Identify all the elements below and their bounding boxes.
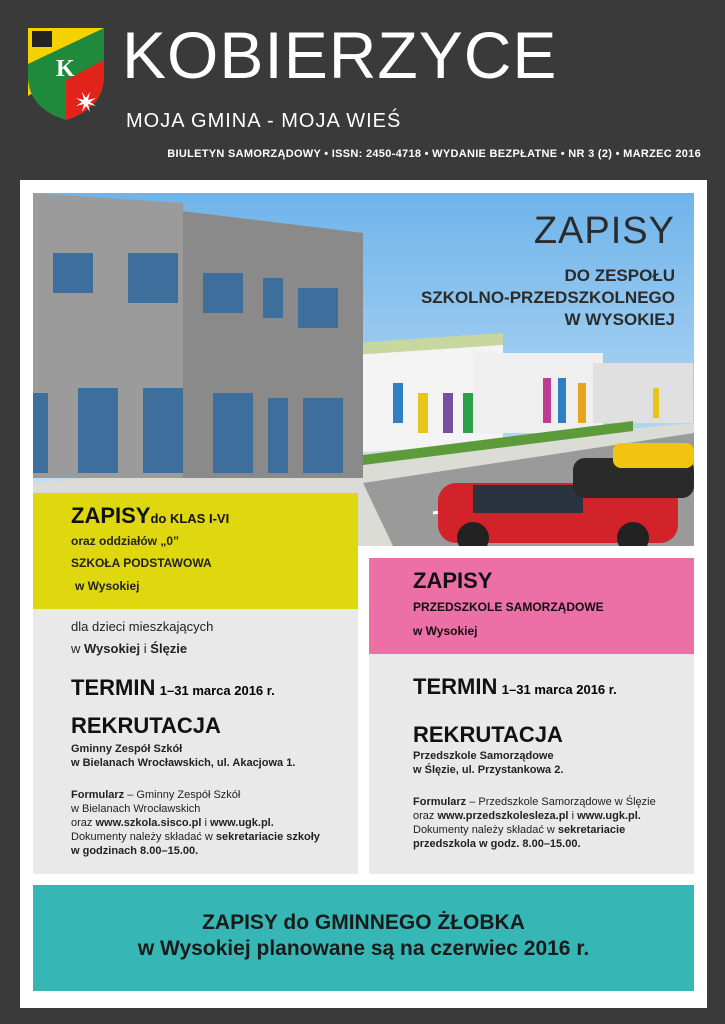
svg-text:K: K — [56, 56, 75, 82]
school-title-suffix: do KLAS I-VI — [150, 511, 230, 526]
school-rek-line-2: w Bielanach Wrocławskich, ul. Akacjowa 1. — [71, 757, 296, 769]
issue-line: BIULETYN SAMORZĄDOWY • ISSN: 2450-4718 • WYDANIE BEZPŁATNE • NR 3 (2) • MARZEC 2016 — [167, 148, 701, 160]
school-form-line-2: w Bielanach Wrocławskich — [71, 803, 201, 815]
masthead-subtitle: MOJA GMINA - MOJA WIEŚ — [126, 110, 402, 132]
hero-heading — [421, 210, 675, 331]
hero-line-2: SZKOLNO-PRZEDSZKOLNEGO — [420, 288, 675, 307]
school-header-panel — [33, 493, 358, 609]
hero-line-1: DO ZESPOŁU — [564, 266, 675, 285]
preschool-rek-line-2: w Ślęzie, ul. Przystankowa 2. — [413, 764, 564, 776]
school-rek-line-1: Gminny Zespół Szkół — [71, 743, 183, 755]
crest-icon — [26, 26, 106, 122]
preschool-title: ZAPISY — [413, 568, 493, 593]
hero-title: ZAPISY — [533, 210, 675, 252]
masthead-title: KOBIERZYCE — [122, 18, 558, 92]
nursery-line-1: ZAPISY do GMINNEGO ŻŁOBKA — [202, 911, 525, 934]
preschool-docs-line-2: przedszkola w godz. 8.00–15.00. — [413, 838, 581, 850]
school-form-line-1: Formularz – Gminny Zespół Szkół — [71, 789, 241, 801]
preschool-termin: TERMIN 1–31 marca 2016 r. — [413, 674, 617, 699]
preschool-line-2: PRZEDSZKOLE SAMORZĄDOWE — [413, 600, 604, 614]
preschool-header-panel — [369, 558, 694, 654]
hero-subtitle — [421, 265, 675, 331]
school-link-sisco[interactable]: www.szkola.sisco.pl — [95, 817, 202, 829]
preschool-form-line-2: oraz www.przedszkolesleza.pl i www.ugk.pl. — [413, 810, 641, 822]
school-line-3: SZKOŁA PODSTAWOWA — [71, 556, 212, 570]
hero-line-3: W WYSOKIEJ — [564, 310, 675, 329]
preschool-rekrutacja: REKRUTACJA — [413, 722, 563, 747]
preschool-docs-line-1: Dokumenty należy składać w sekretariacie — [413, 824, 626, 836]
nursery-panel — [33, 885, 694, 991]
school-title: ZAPISY — [71, 503, 151, 528]
preschool-rek-line-1: Przedszkole Samorządowe — [413, 750, 554, 762]
school-form-line-3: oraz www.szkola.sisco.pl i www.ugk.pl. — [71, 817, 274, 829]
masthead — [0, 0, 725, 180]
preschool-link-sleza[interactable]: www.przedszkolesleza.pl — [437, 810, 569, 822]
school-link-ugk[interactable]: www.ugk.pl. — [210, 817, 274, 829]
preschool-form-line-1: Formularz – Przedszkole Samorządowe w Ślęzie — [413, 796, 656, 808]
preschool-details-panel — [369, 654, 694, 874]
school-docs-line-1: Dokumenty należy składać w sekretariacie szkoły — [71, 831, 320, 843]
school-residents: dla dzieci mieszkających — [71, 619, 214, 634]
school-line-4: w Wysokiej — [75, 579, 140, 593]
school-rekrutacja: REKRUTACJA — [71, 713, 221, 738]
school-docs-line-2: w godzinach 8.00–15.00. — [71, 845, 199, 857]
preschool-line-3: w Wysokiej — [413, 624, 478, 638]
nursery-line-2: w Wysokiej planowane są na czerwiec 2016 r. — [137, 937, 590, 960]
school-residents-places: w Wysokiej i Ślęzie — [71, 641, 188, 656]
preschool-link-ugk[interactable]: www.ugk.pl. — [577, 810, 641, 822]
school-termin: TERMIN 1–31 marca 2016 r. — [71, 675, 275, 700]
school-details-panel — [33, 609, 358, 874]
school-line-2: oraz oddziałów „0” — [71, 534, 180, 548]
